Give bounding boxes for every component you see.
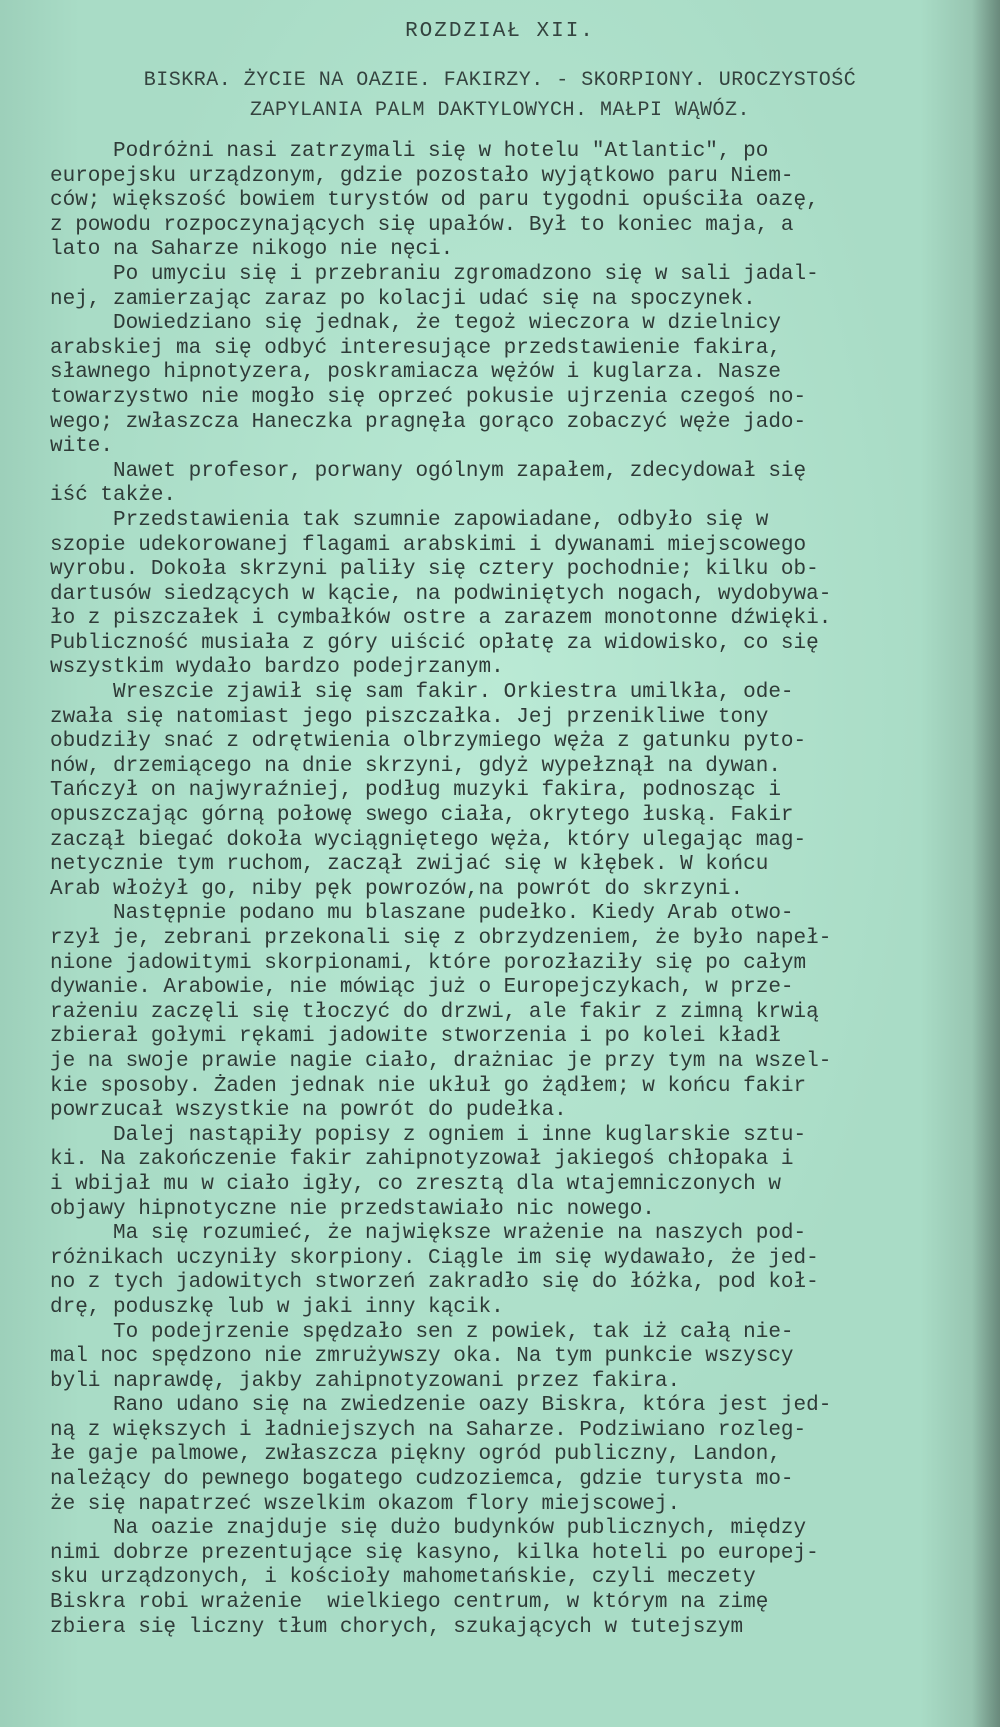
text-line: Nawet profesor, porwany ogólnym zapałem, zdecydował się: [50, 459, 807, 483]
text-line: że się napatrzeć wszelkim okazom flory miejscowej.: [50, 1492, 681, 1516]
text-line: Przedstawienia tak szumnie zapowiadane, odbyło się w: [50, 508, 769, 532]
text-line: objawy hipnotyczne nie przedstawiało nic nowego.: [50, 1197, 655, 1221]
subtitle-line: ZAPYLANIA PALM DAKTYLOWYCH. MAŁPI WĄWÓZ.: [249, 99, 751, 122]
subtitle-line: BISKRA. ŻYCIE NA OAZIE. FAKIRZY. - SKORPIONY. UROCZYSTOŚĆ: [143, 69, 857, 92]
text-line: szopie udekorowanej flagami arabskimi i dywanami miejscowego: [50, 533, 807, 557]
text-line: należący do pewnego bogatego cudzoziemca, gdzie turysta mo-: [50, 1468, 794, 1492]
text-line: opuszczając górną połowę swego ciała, okrytego łuską. Fakir: [50, 804, 794, 828]
text-line: różnikach uczyniły skorpiony. Ciągle im się wydawało, że jed-: [50, 1246, 819, 1270]
text-line: nimi dobrze prezentujące się kasyno, kilka hoteli po europej-: [50, 1541, 819, 1565]
text-line: łe gaje palmowe, zwłaszcza piękny ogród publiczny, Landon,: [50, 1443, 781, 1467]
text-line: Wreszcie zjawił się sam fakir. Orkiestra umilkła, ode-: [50, 681, 794, 705]
text-line: Tańczył on najwyraźniej, podług muzyki fakira, podnosząc i: [50, 779, 781, 803]
text-line: kie sposoby. Żaden jednak nie ukłuł go żądłem; w końcu fakir: [50, 1074, 807, 1098]
text-line: Publiczność musiała z góry uiścić opłatę za widowisko, co się: [50, 631, 819, 655]
text-line: wego; zwłaszcza Haneczka pragnęła gorąco zobaczyć węże jado-: [50, 410, 807, 434]
text-line: towarzystwo nie mogło się oprzeć pokusie ujrzenia czegoś no-: [50, 385, 807, 409]
text-line: netycznie tym ruchom, zaczął zwijać się w kłębek. W końcu: [50, 853, 769, 877]
text-line: europejsku urządzonym, gdzie pozostało wyjątkowo paru Niem-: [50, 164, 794, 188]
text-line: arabskiej ma się odbyć interesujące przedstawienie fakira,: [50, 336, 781, 360]
text-line: rzył je, zebrani przekonali się z obrzydzeniem, że było napeł-: [50, 927, 832, 950]
body-text: [50, 140, 950, 1640]
text-line: dartusów siedzących w kącie, na podwiniętych nogach, wydobywa-: [50, 582, 832, 606]
text-line: nione jadowitymi skorpionami, które porozłaziły się po całym: [50, 951, 807, 975]
text-line: z powodu rozpoczynających się upałów. Był to koniec maja, a: [50, 213, 794, 237]
text-line: nej, zamierzając zaraz po kolacji udać się na spoczynek.: [50, 287, 756, 311]
text-line: Na oazie znajduje się dużo budynków publicznych, między: [50, 1517, 807, 1541]
text-line: mal noc spędzono nie zmrużywszy oka. Na tym punkcie wszyscy: [50, 1345, 794, 1369]
text-line: Po umyciu się i przebraniu zgromadzono się w sali jadal-: [50, 262, 819, 286]
text-line: Arab włożył go, niby pęk powrozów,na powrót do skrzyni.: [50, 877, 744, 901]
text-line: sku urządzonych, i kościoły mahometańskie, czyli meczety: [50, 1566, 756, 1590]
text-line: dywanie. Arabowie, nie mówiąc już o Europejczykach, w prze-: [50, 976, 794, 1000]
text-line: ną z większych i ładniejszych na Saharze. Podziwiano rozleg-: [50, 1418, 807, 1442]
text-line: Ma się rozumieć, że największe wrażenie na naszych pod-: [50, 1222, 807, 1246]
text-line: iść także.: [50, 484, 177, 508]
text-line: no z tych jadowitych stworzeń zakradło się do łóżka, pod koł-: [50, 1271, 819, 1295]
text-line: wyrobu. Dokoła skrzyni paliły się cztery pochodnie; kilku ob-: [50, 558, 819, 582]
page-edge-shadow: [972, 0, 1000, 1727]
text-line: wszystkim wydało bardzo podejrzanym.: [50, 656, 504, 680]
text-line: Podróżni nasi zatrzymali się w hotelu "Atlantic", po: [50, 140, 769, 163]
text-line: byli naprawdę, jakby zahipnotyzowani przez fakira.: [50, 1369, 681, 1393]
text-line: Następnie podano mu blaszane pudełko. Kiedy Arab otwo-: [50, 902, 794, 926]
text-line: zbierał gołymi rękami jadowite stworzenia i po kolei kładł: [50, 1025, 781, 1049]
text-line: sławnego hipnotyzera, poskramiacza wężów i kuglarza. Nasze: [50, 361, 781, 385]
text-line: zwała się natomiast jego piszczałka. Jej przenikliwe tony: [50, 705, 769, 729]
text-line: zbiera się liczny tłum chorych, szukających w tutejszym: [50, 1615, 744, 1639]
text-line: lato na Saharze nikogo nie nęci.: [50, 238, 454, 262]
text-line: wite.: [50, 435, 114, 459]
chapter-heading: ROZDZIAŁ XII.: [405, 20, 595, 43]
text-line: obudziły snać z odrętwienia olbrzymiego węża z gatunku pyto-: [50, 730, 807, 754]
text-line: zaczął biegać dokoła wyciągniętego węża, który ulegając mag-: [50, 828, 807, 852]
text-line: rażeniu zaczęli się tłoczyć do drzwi, ale fakir z zimną krwią: [50, 1000, 819, 1024]
text-line: Biskra robi wrażenie wielkiego centrum, w którym na zimę: [50, 1591, 769, 1615]
text-line: To podejrzenie spędzało sen z powiek, tak iż całą nie-: [50, 1320, 794, 1344]
text-line: ców; większość bowiem turystów od paru tygodni opuściła oazę,: [50, 189, 819, 213]
text-line: Rano udano się na zwiedzenie oazy Biskra, która jest jed-: [50, 1394, 832, 1418]
text-line: Dowiedziano się jednak, że tegoż wieczora w dzielnicy: [50, 312, 781, 336]
text-line: nów, drzemiącego na dnie skrzyni, gdyż wypełznął na dywan.: [50, 754, 781, 778]
text-line: ki. Na zakończenie fakir zahipnotyzował jakiegoś chłopaka i: [50, 1148, 794, 1172]
text-line: powrzucał wszystkie na powrót do pudełka.: [50, 1099, 567, 1123]
text-line: je na swoje prawie nagie ciało, drażniac je przy tym na wszel-: [50, 1049, 832, 1073]
chapter-subtitle: [40, 66, 960, 126]
text-line: ło z piszczałek i cymbałków ostre a zarazem monotonne dźwięki.: [50, 607, 832, 631]
text-line: Dalej nastąpiły popisy z ogniem i inne kuglarskie sztu-: [50, 1123, 807, 1147]
text-line: drę, poduszkę lub w jaki inny kącik.: [50, 1295, 504, 1319]
text-line: i wbijał mu w ciało igły, co zresztą dla wtajemniczonych w: [50, 1172, 781, 1196]
